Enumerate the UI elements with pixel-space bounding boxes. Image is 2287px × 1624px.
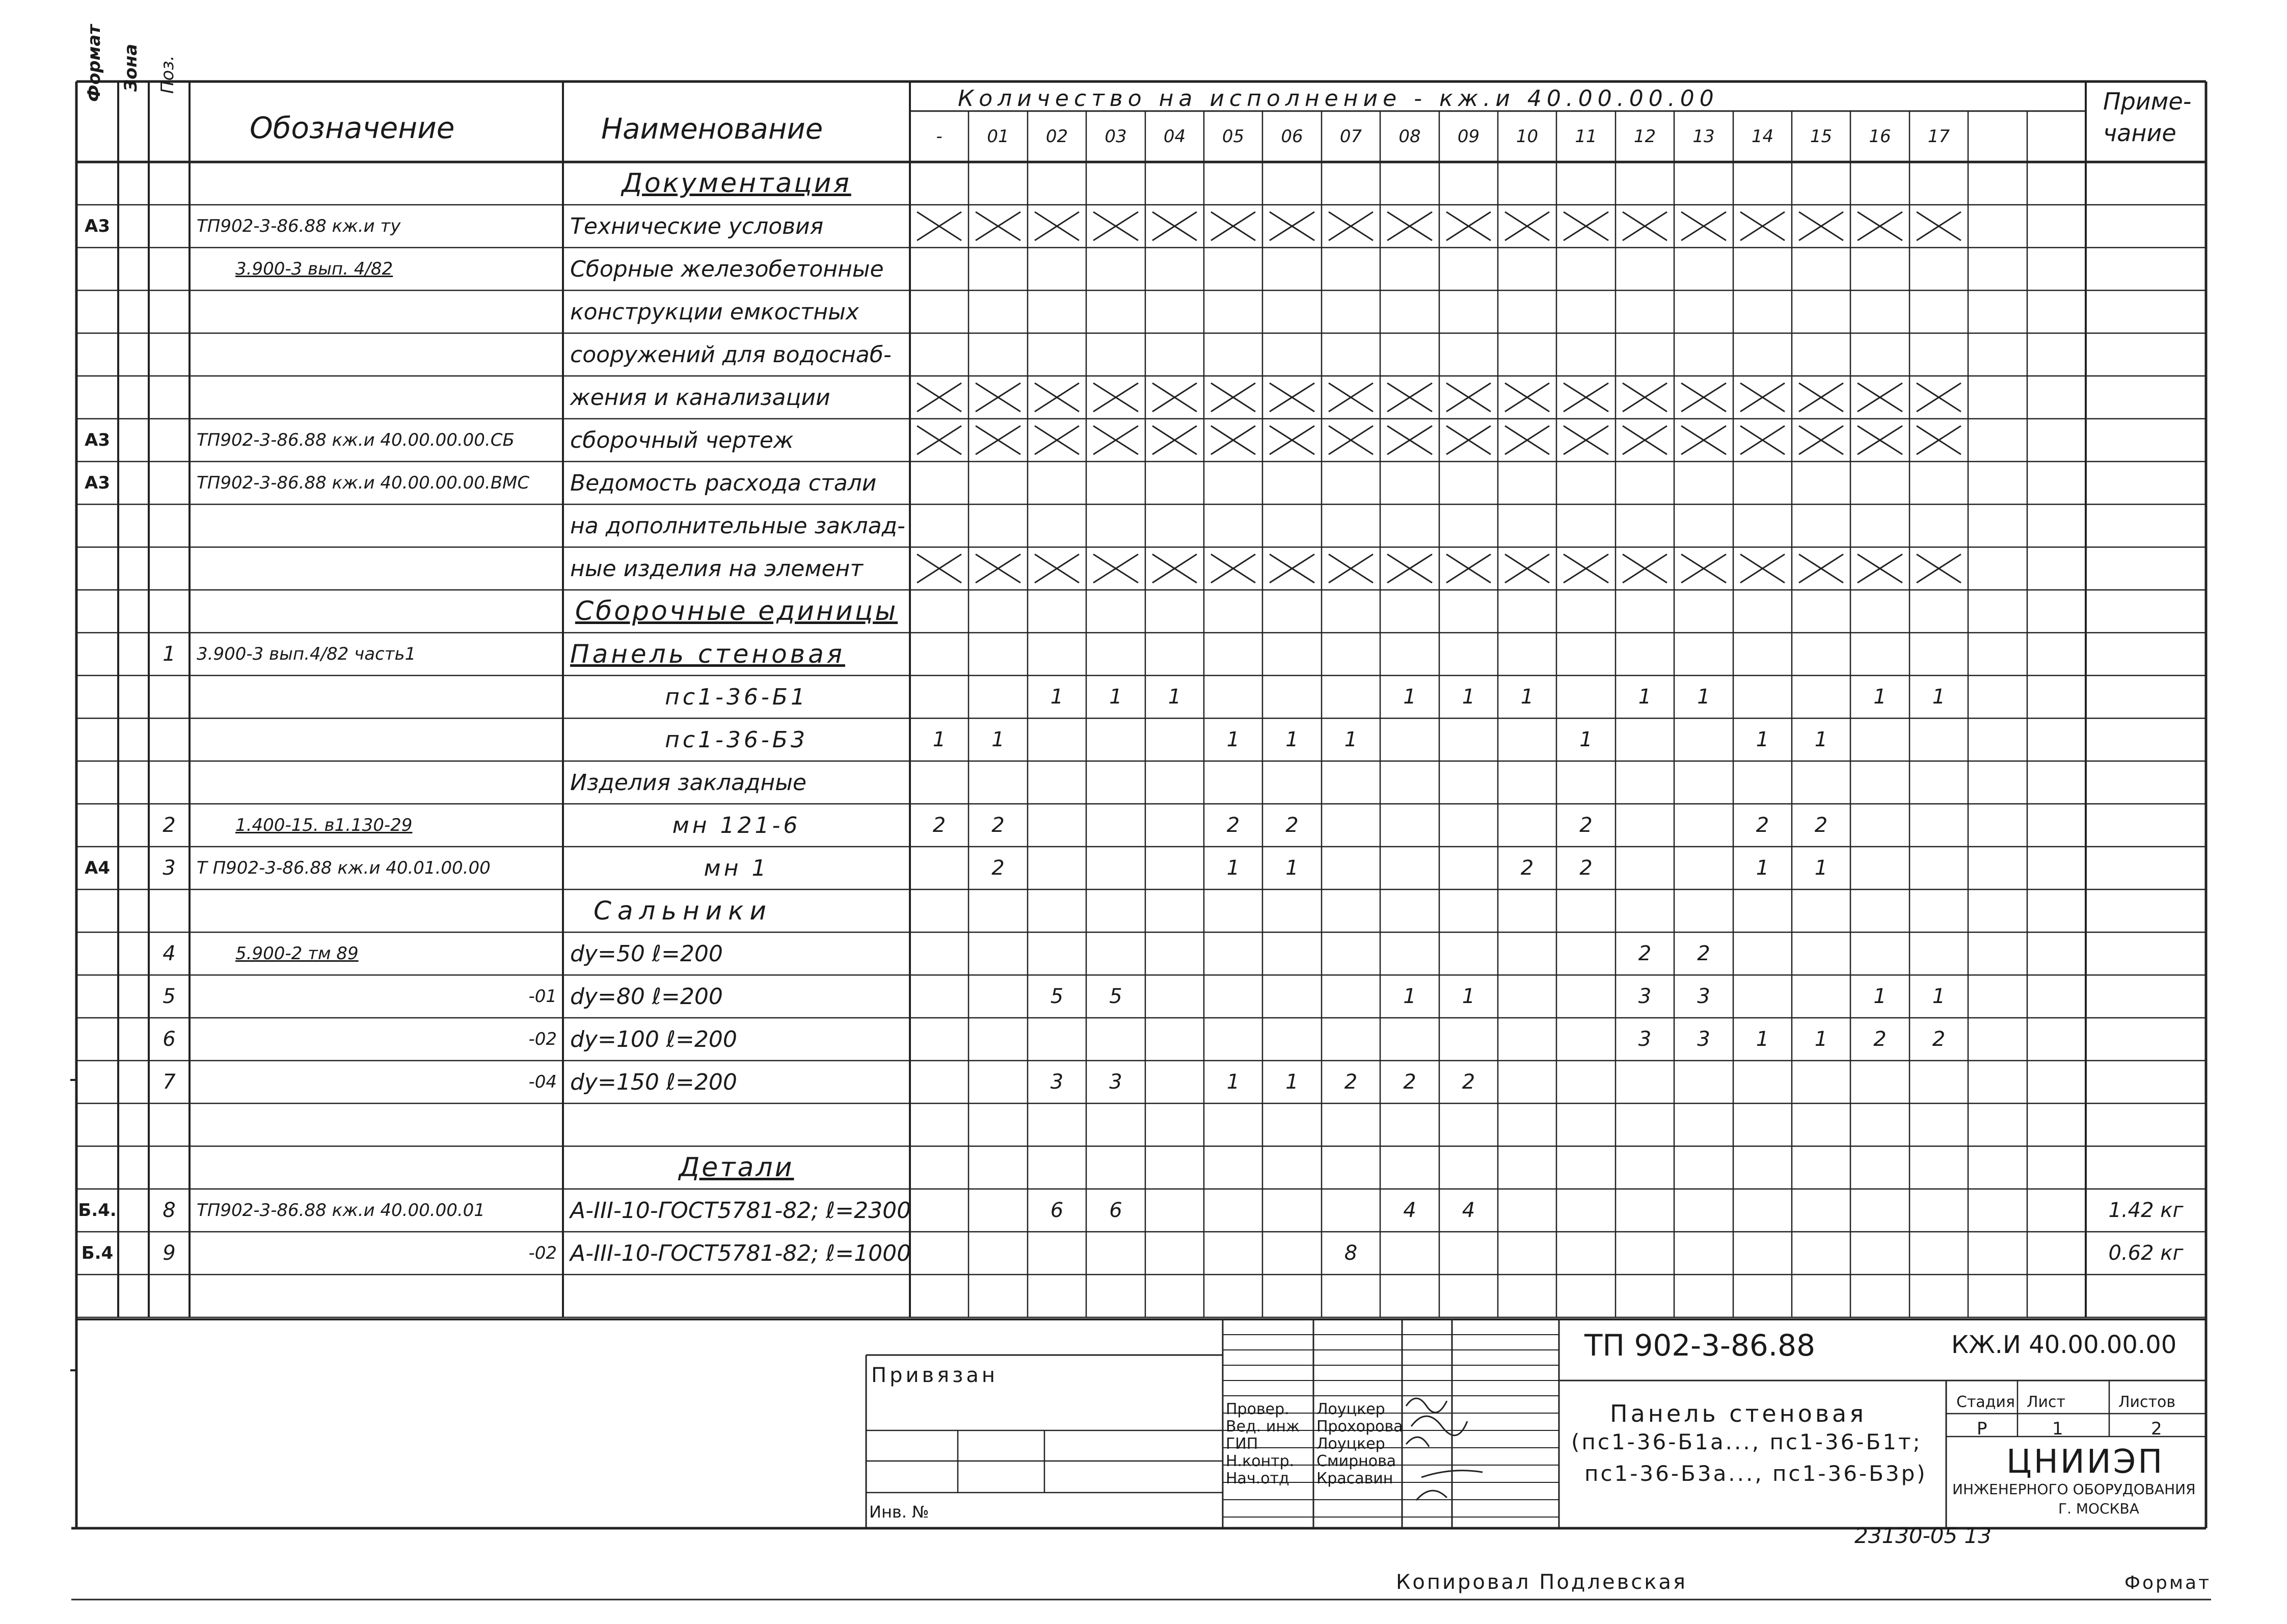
stage-value: Р — [1977, 1419, 1987, 1439]
qty-value: 1 — [1226, 856, 1240, 880]
row-position: 5 — [163, 985, 176, 1008]
row-name: на дополнительные заклад- — [570, 512, 905, 539]
header-note-2: чание — [2103, 119, 2176, 147]
qty-value: 3 — [1109, 1070, 1122, 1094]
cross-value — [1322, 547, 1380, 590]
name-3: Лоуцкер — [1316, 1435, 1385, 1453]
qty-value: 1 — [1226, 728, 1240, 751]
cross-value — [1850, 376, 1909, 419]
row-format: Б.4. — [78, 1200, 117, 1221]
qty-value: 2 — [1579, 814, 1593, 837]
cross-value — [1556, 419, 1616, 462]
row-name: пс1-36-Б1 — [665, 684, 808, 710]
header-pos: Поз. — [157, 55, 178, 94]
row-designation: 1.400-15. в1.130-29 — [235, 815, 413, 835]
qty-value: 1 — [1403, 685, 1416, 709]
cross-value — [1439, 547, 1498, 590]
cross-value — [1498, 419, 1556, 462]
qty-value: 1 — [1462, 985, 1475, 1008]
qty-value: 1 — [1814, 1027, 1828, 1051]
row-position: 6 — [163, 1027, 176, 1051]
cross-value — [910, 376, 968, 419]
variant-header: - — [936, 126, 943, 147]
row-format: А3 — [85, 430, 110, 450]
qty-value: 1 — [1403, 985, 1416, 1008]
row-position: 9 — [163, 1241, 176, 1265]
qty-value: 2 — [1403, 1070, 1416, 1094]
cross-value — [1028, 205, 1086, 248]
sheets-label: Листов — [2118, 1393, 2176, 1411]
cross-value — [1674, 376, 1733, 419]
cross-value — [1028, 547, 1086, 590]
row-name: Сборные железобетонные — [570, 256, 884, 282]
cross-value — [1909, 419, 1968, 462]
qty-value: 2 — [1462, 1070, 1475, 1094]
qty-value: 1 — [1109, 685, 1122, 709]
row-name: А-III-10-ГОСТ5781-82; ℓ=2300 — [570, 1197, 911, 1224]
qty-value: 3 — [1697, 1027, 1710, 1051]
qty-value: 1 — [1168, 685, 1181, 709]
row-name: Документация — [622, 168, 851, 199]
qty-value: 3 — [1638, 1027, 1652, 1051]
cross-value — [1145, 376, 1204, 419]
variant-header: 17 — [1927, 126, 1950, 147]
qty-value: 4 — [1462, 1199, 1475, 1222]
role-1: Провер. — [1226, 1400, 1289, 1418]
qty-value: 2 — [1520, 856, 1534, 880]
qty-value: 2 — [1344, 1070, 1358, 1094]
row-position: 2 — [163, 814, 176, 837]
sheet-value: 1 — [2052, 1419, 2063, 1439]
cross-value — [1028, 419, 1086, 462]
row-name: мн 1 — [704, 855, 769, 881]
role-5: Нач.отд — [1226, 1470, 1289, 1487]
sheet-label: Лист — [2027, 1393, 2066, 1411]
row-name: dу=150 ℓ=200 — [570, 1069, 737, 1095]
qty-value: 2 — [991, 814, 1005, 837]
cross-value — [1792, 547, 1850, 590]
qty-value: 1 — [1579, 728, 1593, 751]
cross-value — [1498, 205, 1556, 248]
cross-value — [1380, 547, 1439, 590]
row-name: сборочный чертеж — [570, 427, 794, 453]
qty-value: 2 — [1285, 814, 1299, 837]
variant-header: 06 — [1281, 126, 1303, 147]
cross-value — [1145, 205, 1204, 248]
variant-header: 11 — [1575, 126, 1597, 147]
variant-header: 15 — [1810, 126, 1833, 147]
row-designation: -02 — [528, 1243, 557, 1263]
variant-header: 16 — [1869, 126, 1891, 147]
row-position: 7 — [163, 1070, 176, 1094]
qty-value: 3 — [1638, 985, 1652, 1008]
row-position: 8 — [163, 1199, 176, 1222]
variant-header: 13 — [1692, 126, 1715, 147]
org-name: ЦНИИЭП — [2006, 1443, 2165, 1481]
row-name: Технические условия — [570, 213, 824, 239]
header-designation: Обозначение — [250, 111, 455, 145]
title-line-2: (пс1-36-Б1а..., пс1-36-Б1т; — [1571, 1429, 1922, 1454]
role-3: ГИП — [1226, 1435, 1258, 1453]
names-col — [1316, 1401, 1403, 1487]
row-designation: Т П902-3-86.88 кж.и 40.01.00.00 — [197, 858, 491, 878]
cross-value — [1380, 419, 1439, 462]
sheet-number: 23130-05 13 — [1854, 1523, 1992, 1548]
qty-value: 5 — [1050, 985, 1064, 1008]
role-4: Н.контр. — [1226, 1452, 1295, 1470]
row-designation: 3.900-3 вып.4/82 часть1 — [197, 644, 416, 664]
qty-value: 1 — [1638, 685, 1652, 709]
cross-value — [968, 419, 1028, 462]
variant-header: 05 — [1222, 126, 1245, 147]
header-name: Наименование — [601, 113, 823, 146]
cross-value — [1086, 205, 1145, 248]
inv-label: Инв. № — [869, 1502, 929, 1522]
cross-value — [1616, 547, 1674, 590]
qty-value: 1 — [1462, 685, 1475, 709]
row-name: мн 121-6 — [672, 812, 801, 838]
qty-value: 2 — [1932, 1027, 1946, 1051]
format-label: Формат — [2124, 1573, 2212, 1593]
qty-value: 1 — [991, 728, 1005, 751]
cross-value — [1792, 205, 1850, 248]
row-designation: 3.900-3 вып. 4/82 — [235, 259, 393, 279]
row-designation: -01 — [528, 986, 557, 1007]
cross-value — [1616, 419, 1674, 462]
sheets-value: 2 — [2151, 1419, 2162, 1439]
variant-header: 02 — [1045, 126, 1068, 147]
qty-value: 2 — [1697, 942, 1710, 965]
row-format: А3 — [85, 216, 110, 236]
cross-value — [1322, 205, 1380, 248]
row-format: Б.4 — [81, 1243, 114, 1263]
qty-value: 1 — [1344, 728, 1358, 751]
cross-value — [1204, 547, 1262, 590]
row-name: dу=50 ℓ=200 — [570, 940, 723, 967]
cross-value — [1439, 376, 1498, 419]
cross-value — [1086, 419, 1145, 462]
qty-value: 5 — [1109, 985, 1122, 1008]
qty-value: 8 — [1344, 1241, 1358, 1265]
row-designation: -02 — [528, 1029, 557, 1049]
qty-value: 1 — [1756, 728, 1769, 751]
row-designation: -04 — [528, 1072, 557, 1092]
doc-mark: КЖ.И 40.00.00.00 — [1951, 1331, 2177, 1359]
cross-value — [1909, 547, 1968, 590]
cross-value — [1262, 547, 1322, 590]
cross-value — [1086, 547, 1145, 590]
cross-value — [1262, 205, 1322, 248]
cross-value — [1262, 376, 1322, 419]
qty-value: 3 — [1697, 985, 1710, 1008]
cross-value — [1616, 376, 1674, 419]
qty-value: 1 — [1285, 728, 1299, 751]
qty-value: 2 — [1226, 814, 1240, 837]
cross-value — [1733, 547, 1792, 590]
qty-value: 4 — [1403, 1199, 1416, 1222]
cross-value — [1733, 205, 1792, 248]
variant-header: 07 — [1339, 126, 1362, 147]
cross-value — [1439, 205, 1498, 248]
qty-value: 2 — [991, 856, 1005, 880]
row-name: Сборочные единицы — [575, 596, 898, 627]
cross-value — [1733, 376, 1792, 419]
name-5: Красавин — [1316, 1470, 1393, 1487]
qty-value: 2 — [1814, 814, 1828, 837]
row-format: А3 — [85, 473, 110, 493]
row-name: ные изделия на элемент — [570, 555, 863, 582]
header-zone: Зона — [121, 44, 141, 92]
qty-value: 1 — [932, 728, 946, 751]
qty-value: 1 — [1285, 856, 1299, 880]
cross-value — [968, 547, 1028, 590]
qty-value: 1 — [1814, 856, 1828, 880]
variant-header: 08 — [1398, 126, 1421, 147]
row-note: 1.42 кг — [2108, 1199, 2184, 1222]
row-designation: 5.900-2 тм 89 — [235, 943, 359, 964]
variant-header: 10 — [1516, 126, 1539, 147]
cross-value — [1674, 419, 1733, 462]
doc-code: ТП 902-3-86.88 — [1584, 1328, 1815, 1363]
header-format: Формат — [84, 24, 104, 102]
org-sub-2: Г. МОСКВА — [2058, 1500, 2139, 1517]
row-name: конструкции емкостных — [570, 299, 859, 325]
cross-value — [1850, 205, 1909, 248]
stage-label: Стадия — [1956, 1393, 2015, 1411]
cross-value — [1204, 419, 1262, 462]
name-4: Смирнова — [1316, 1452, 1396, 1470]
cross-value — [910, 419, 968, 462]
copied-by: Копировал Подлевская — [1396, 1571, 1687, 1594]
variant-header: 09 — [1457, 126, 1480, 147]
row-name: dу=80 ℓ=200 — [570, 983, 723, 1010]
row-name: Сальники — [594, 896, 772, 926]
cross-value — [910, 205, 968, 248]
row-position: 1 — [163, 642, 176, 666]
qty-value: 1 — [1932, 685, 1946, 709]
qty-value: 1 — [1814, 728, 1828, 751]
row-designation: ТП902-3-86.88 кж.и 40.00.00.01 — [197, 1200, 485, 1221]
variant-header: 12 — [1633, 126, 1656, 147]
cross-value — [1850, 547, 1909, 590]
header-note-1: Приме- — [2103, 88, 2192, 115]
cross-value — [1439, 419, 1498, 462]
qty-value: 6 — [1109, 1199, 1122, 1222]
qty-value: 2 — [1579, 856, 1593, 880]
title-line-1: Панель стеновая — [1610, 1400, 1867, 1427]
header-quantity-title: Количество на исполнение - кж.и 40.00.00.00 — [958, 86, 1719, 112]
cross-value — [1086, 376, 1145, 419]
qty-value: 1 — [1520, 685, 1534, 709]
row-designation: ТП902-3-86.88 кж.и ту — [197, 216, 401, 236]
variant-header — [1968, 111, 2027, 162]
qty-value: 1 — [1932, 985, 1946, 1008]
cross-value — [910, 547, 968, 590]
row-format: А4 — [85, 858, 110, 878]
qty-value: 1 — [1756, 1027, 1769, 1051]
row-designation: ТП902-3-86.88 кж.и 40.00.00.00.ВМС — [197, 473, 530, 493]
bound-label: Привязан — [871, 1364, 999, 1387]
qty-value: 2 — [1873, 1027, 1887, 1051]
name-2: Прохорова — [1316, 1418, 1403, 1436]
cross-value — [1674, 547, 1733, 590]
variant-header: 04 — [1163, 126, 1186, 147]
name-1: Лоуцкер — [1316, 1400, 1385, 1418]
row-name: Ведомость расхода стали — [570, 470, 877, 496]
qty-value: 1 — [1285, 1070, 1299, 1094]
cross-value — [1322, 419, 1380, 462]
row-note: 0.62 кг — [2108, 1241, 2184, 1265]
cross-value — [1792, 376, 1850, 419]
row-designation: ТП902-3-86.88 кж.и 40.00.00.00.СБ — [197, 430, 515, 450]
qty-value: 1 — [1873, 985, 1887, 1008]
cross-value — [1204, 205, 1262, 248]
variant-header: 03 — [1105, 126, 1127, 147]
cross-value — [1850, 419, 1909, 462]
cross-value — [1145, 419, 1204, 462]
variant-header: 14 — [1751, 126, 1774, 147]
row-name: пс1-36-Б3 — [665, 726, 808, 753]
cross-value — [1322, 376, 1380, 419]
cross-value — [1145, 547, 1204, 590]
cross-value — [1556, 547, 1616, 590]
cross-value — [1498, 547, 1556, 590]
qty-value: 1 — [1050, 685, 1064, 709]
row-position: 3 — [163, 856, 176, 880]
cross-value — [1909, 205, 1968, 248]
qty-value: 1 — [1226, 1070, 1240, 1094]
row-name: Детали — [679, 1152, 794, 1183]
cross-value — [1733, 419, 1792, 462]
cross-value — [1262, 419, 1322, 462]
cross-value — [1792, 419, 1850, 462]
row-name: dу=100 ℓ=200 — [570, 1026, 737, 1052]
row-name: жения и канализации — [570, 384, 830, 411]
qty-value: 2 — [932, 814, 946, 837]
cross-value — [1674, 205, 1733, 248]
cross-value — [1498, 376, 1556, 419]
cross-value — [1380, 376, 1439, 419]
qty-value: 6 — [1050, 1199, 1064, 1222]
roles-col — [1226, 1401, 1300, 1487]
cross-value — [1380, 205, 1439, 248]
qty-value: 2 — [1756, 814, 1769, 837]
variant-header — [2027, 111, 2086, 162]
qty-value: 2 — [1638, 942, 1652, 965]
row-name: сооружений для водоснаб- — [570, 341, 892, 368]
qty-value: 1 — [1756, 856, 1769, 880]
cross-value — [1028, 376, 1086, 419]
title-line-3: пс1-36-Б3а..., пс1-36-Б3р) — [1584, 1461, 1927, 1486]
role-2: Вед. инж — [1226, 1418, 1300, 1436]
org-sub-1: ИНЖЕНЕРНОГО ОБОРУДОВАНИЯ — [1952, 1481, 2196, 1498]
row-name: Изделия закладные — [570, 769, 806, 796]
cross-value — [968, 205, 1028, 248]
cross-value — [1204, 376, 1262, 419]
variant-header: 01 — [987, 126, 1009, 147]
qty-value: 1 — [1697, 685, 1710, 709]
qty-value: 1 — [1873, 685, 1887, 709]
cross-value — [1556, 376, 1616, 419]
cross-value — [1616, 205, 1674, 248]
cross-value — [1556, 205, 1616, 248]
cross-value — [1909, 376, 1968, 419]
row-name: А-III-10-ГОСТ5781-82; ℓ=1000 — [570, 1240, 911, 1266]
row-position: 4 — [163, 942, 176, 965]
qty-value: 3 — [1050, 1070, 1064, 1094]
row-name: Панель стеновая — [570, 639, 845, 669]
cross-value — [968, 376, 1028, 419]
